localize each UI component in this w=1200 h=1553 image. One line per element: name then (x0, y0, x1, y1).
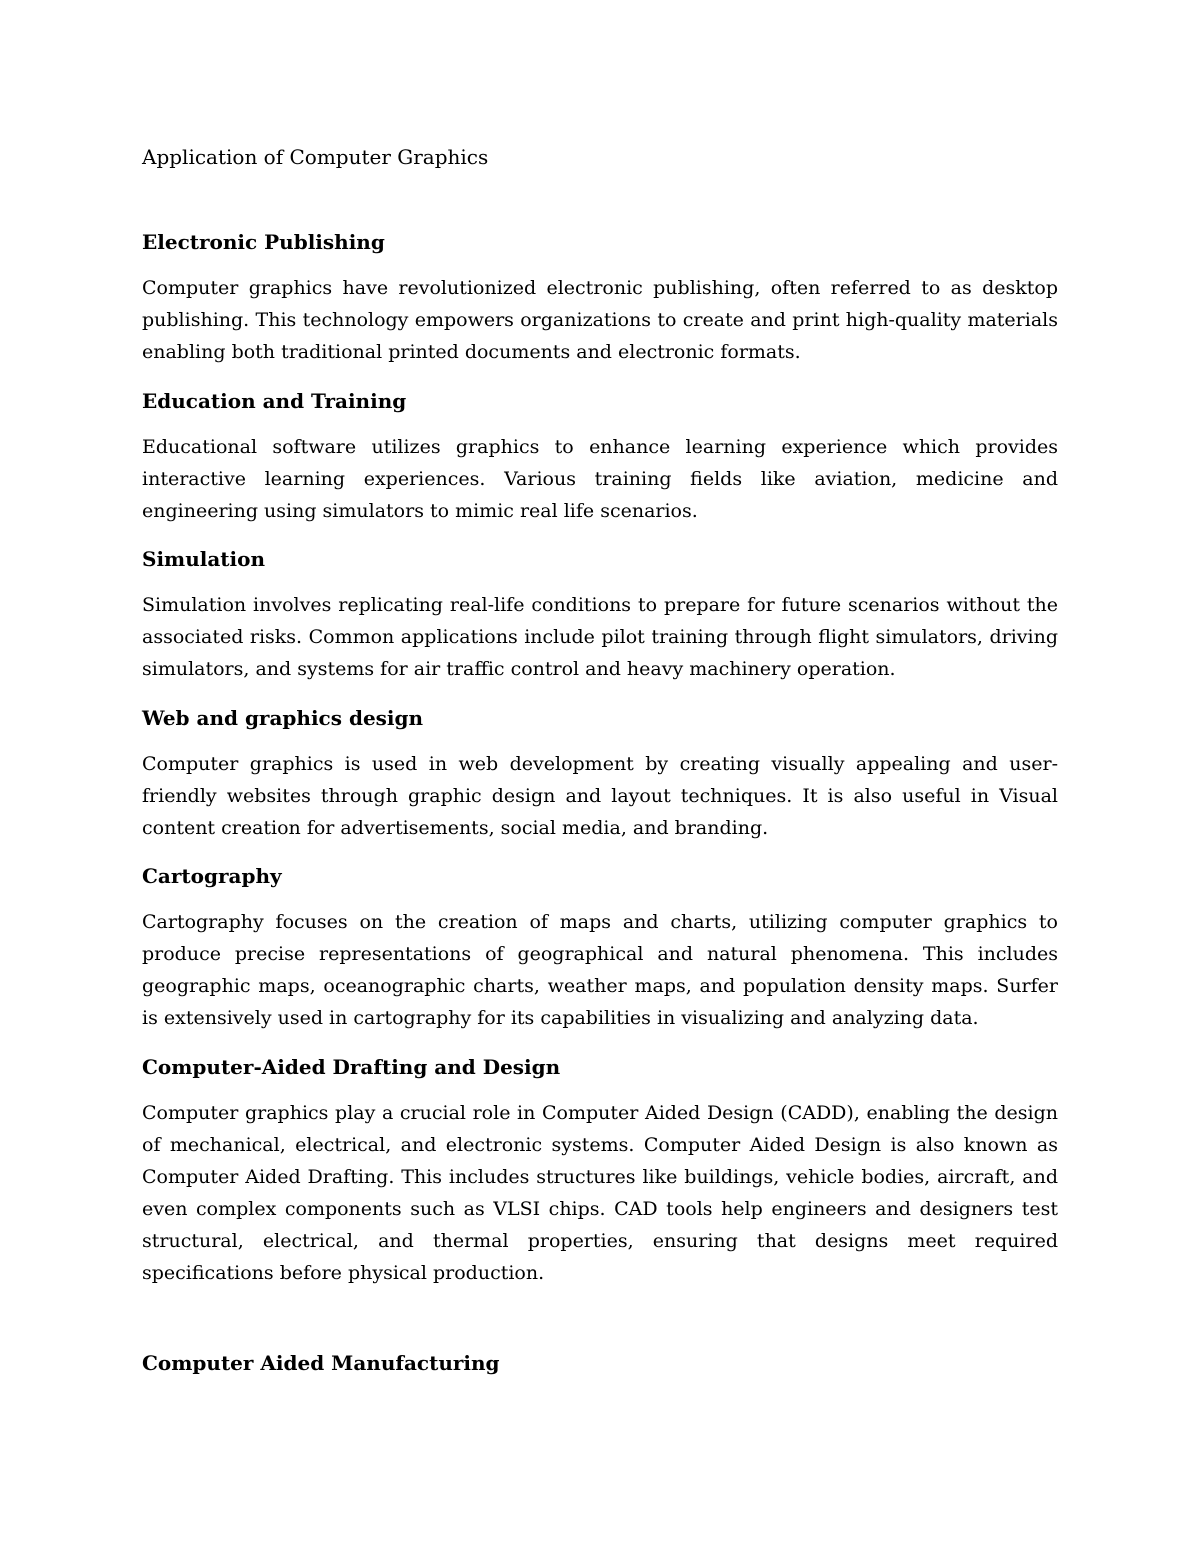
section-heading: Cartography (142, 864, 282, 888)
section-simulation (142, 543, 1058, 685)
section-heading: Computer Aided Manufacturing (142, 1351, 500, 1375)
section-web-and-graphics-design (142, 702, 1058, 844)
section-paragraph: Simulation involves replicating real-life conditions to prepare for future scenarios without the associated risks. Common applications include pilot training through flight simulators, driving simulators, and systems for air traffic control and heavy machinery operation. (142, 594, 1058, 680)
section-paragraph: Cartography focuses on the creation of maps and charts, utilizing computer graphics to produce precise representations of geographical and natural phenomena. This includes geographic maps, oceanographic charts, weather maps, and population density maps. Surfer is extensively used in cartography for its capabilities in visualizing and analyzing data. (142, 911, 1058, 1029)
section-heading: Simulation (142, 547, 266, 571)
section-heading: Education and Training (142, 389, 407, 413)
document-title: Application of Computer Graphics (142, 145, 489, 169)
section-electronic-publishing (142, 226, 1058, 368)
section-paragraph: Computer graphics have revolutionized electronic publishing, often referred to as desktop publishing. This technology empowers organizations to create and print high-quality materials enabling both traditional printed documents and electronic formats. (142, 277, 1058, 363)
section-heading: Computer-Aided Drafting and Design (142, 1055, 561, 1079)
section-paragraph: Computer graphics is used in web development by creating visually appealing and user-friendly websites through graphic design and layout techniques. It is also useful in Visual content creation for advertisements, social media, and branding. (142, 753, 1058, 839)
section-education-and-training (142, 385, 1058, 527)
section-cartography (142, 860, 1058, 1034)
section-paragraph: Computer graphics play a crucial role in Computer Aided Design (CADD), enabling the design of mechanical, electrical, and electronic systems. Computer Aided Design is also known as Computer Aided Drafting. This includes structures like buildings, vehicle bodies, aircraft, and even complex components such as VLSI chips. CAD tools help engineers and designers test structural, electrical, and thermal properties, ensuring that designs meet required specifications before physical production. (142, 1102, 1058, 1284)
section-computer-aided-manufacturing (142, 1347, 1058, 1379)
section-paragraph: Educational software utilizes graphics to enhance learning experience which provides interactive learning experiences. Various training fields like aviation, medicine and engineering using simulators to mimic real life scenarios. (142, 436, 1058, 522)
section-computer-aided-drafting-and-design (142, 1051, 1058, 1289)
section-heading: Electronic Publishing (142, 230, 385, 254)
section-heading: Web and graphics design (142, 706, 424, 730)
